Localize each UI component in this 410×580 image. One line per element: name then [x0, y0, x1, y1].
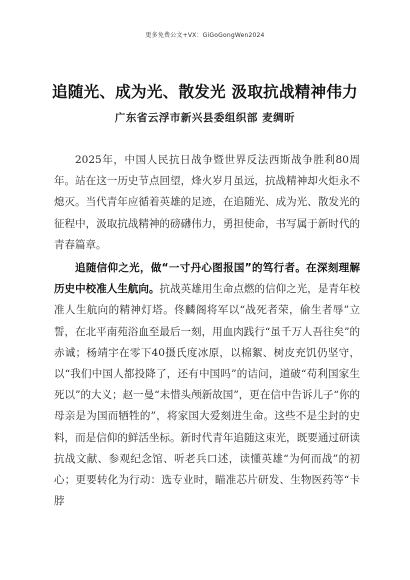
- article-body: [54, 150, 360, 512]
- article-byline: 广东省云浮市新兴县委组织部 麦绸昕: [114, 112, 296, 124]
- paragraph-section-1: [54, 258, 360, 512]
- header-note: 更多免费公文+VX：GiGoGongWen2024: [145, 32, 265, 39]
- paragraph-text: 2025年，中国人民抗日战争暨世界反法西斯战争胜利80周年。站在这一历史节点回望，烽火岁月虽远，抗战精神却火炬永不熄灭。当代青年应循着英雄的足迹，在追随光、成为光、散发光的征程中，汲取抗战精神的磅礴伟力，勇担使命，书写属于新时代的青春篇章。: [54, 154, 360, 251]
- paragraph-intro: [54, 150, 360, 256]
- section-lead: 追随信仰之光，做“一寸丹心图报国”的笃行者。在深刻理解历史中校准人生航向。: [54, 262, 360, 296]
- paragraph-text: 抗战英雄用生命点燃的信仰之光，是青年校准人生航向的精神灯塔。佟麟阁将军以“战死者荣，偷生者辱”立誓，在北平南苑浴血至最后一刻，用血肉践行“虽千万人吾往矣”的赤诚；杨靖宇在零下40摄氏度冰原，以棉絮、树皮充饥仍坚守，以“我们中国人都投降了，还有中国吗”的诘问，道破“苟利国家生死以”的大义；赵一曼“未惜头颅新故国”，更在信中告诉儿子“你的母亲是为国而牺牲的”，将家国大爱刻进生命。这些不是尘封的史料，而是信仰的鲜活坐标。新时代青年追随这束光，既要通过研读抗战文献、参观纪念馆、听老兵口述，读懂英雄“为何而战”的初心；更要转化为行动：选专业时，瞄准芯片研发、生物医药等“卡脖: [54, 283, 361, 508]
- article-title: 追随光、成为光、散发光 汲取抗战精神伟力: [52, 83, 358, 101]
